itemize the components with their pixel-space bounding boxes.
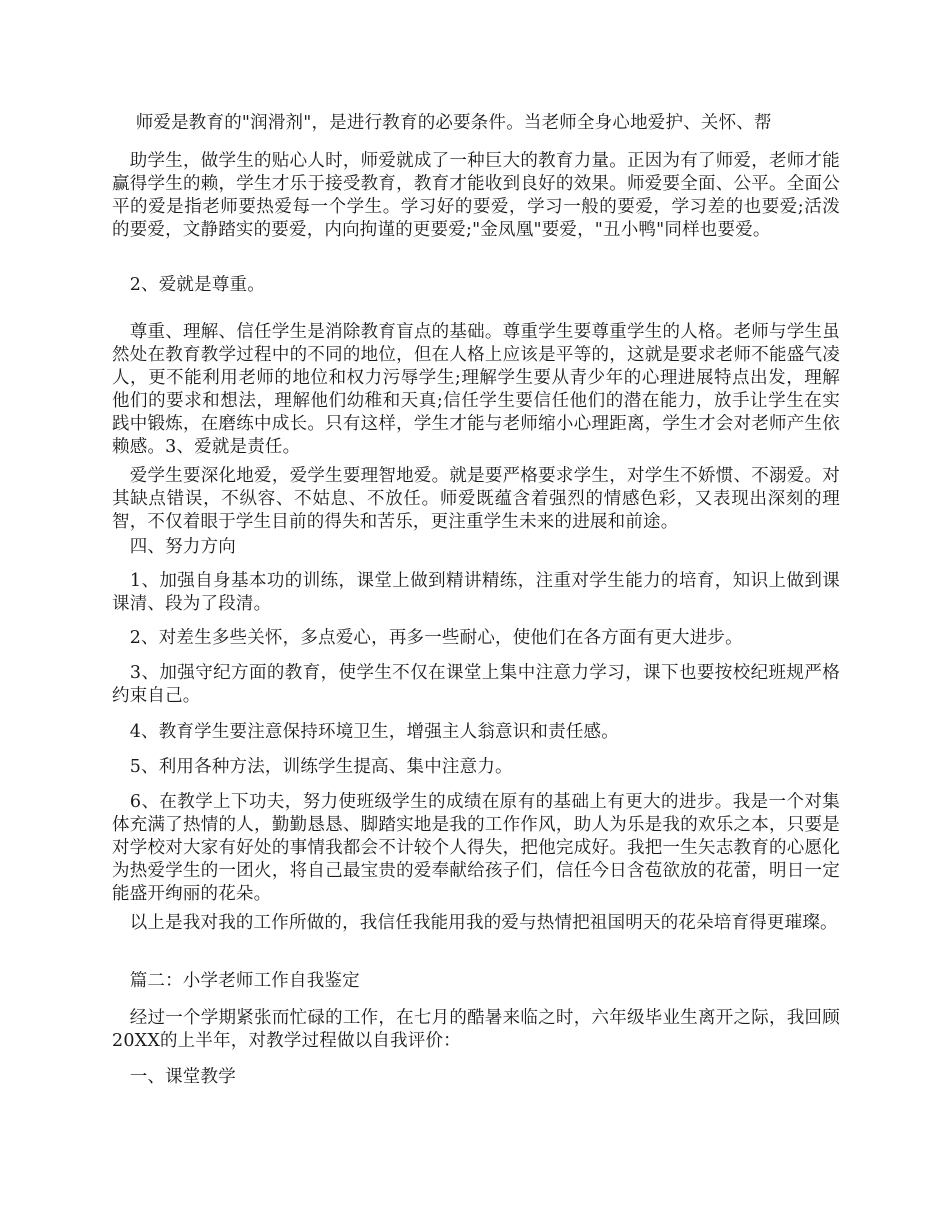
paragraph-9: 4、教育学生要注意保持环境卫生，增强主人翁意识和责任感。: [112, 722, 619, 742]
paragraph-10: 5、利用各种方法，训练学生提高、集中注意力。: [112, 757, 513, 777]
paragraph-7: 2、对差生多些关怀，多点爱心，再多一些耐心，使他们在各方面有更大进步。: [112, 628, 743, 648]
section-heading-4: 四、努力方向: [112, 537, 236, 557]
paragraph-5: 爱学生要深化地爱，爱学生要理智地爱。就是要严格要求学生，对学生不娇惯、不溺爱。对其缺点错误，不纵容、不姑息、不放任。师爱既蕴含着强烈的情感色彩，又表现出深刻的理智，不仅着眼于学生目前的得失和苦乐，更注重学生未来的进展和前途。: [112, 466, 840, 532]
section-heading-part-2: 篇二：小学老师工作自我鉴定: [112, 971, 360, 991]
paragraph-12: 以上是我对我的工作所做的，我信任我能用我的爱与热情把祖国明天的花朵培育得更璀璨。: [112, 913, 838, 933]
paragraph-4: 尊重、理解、信任学生是消除教育盲点的基础。尊重学生要尊重学生的人格。老师与学生虽然处在教育教学过程中的不同的地位，但在人格上应该是平等的，这就是要求老师不能盛气凌人，更不能利用老师的地位和权力污辱学生;理解学生要从青少年的心理进展特点出发，理解他们的要求和想法，理解他们幼稚和天真;信任学生要信任他们的潜在能力，放手让学生在实践中锻炼，在磨练中成长。只有这样，学生才能与老师缩小心理距离，学生才会对老师产生依赖感。3、爱就是责任。: [112, 322, 840, 457]
paragraph-6: 1、加强自身基本功的训练，课堂上做到精讲精练，注重对学生能力的培育，知识上做到课课清、段为了段清。: [112, 571, 840, 614]
section-heading-1: 一、课堂教学: [112, 1067, 236, 1087]
paragraph-1: 师爱是教育的"润滑剂"，是进行教育的必要条件。当老师全身心地爱护、关怀、帮: [118, 113, 772, 133]
paragraph-2: 助学生，做学生的贴心人时，师爱就成了一种巨大的教育力量。正因为有了师爱，老师才能赢得学生的赖，学生才乐于接受教育，教育才能收到良好的效果。师爱要全面、公平。全面公平的爱是指老师要热爱每一个学生。学习好的要爱，学习一般的要爱，学习差的也要爱;活泼的要爱，文静踏实的要爱，内向拘谨的更要爱;"金凤凰"要爱，"丑小鸭"同样也要爱。: [112, 151, 840, 240]
paragraph-8: 3、加强守纪方面的教育，使学生不仅在课堂上集中注意力学习，课下也要按校纪班规严格约束自己。: [112, 663, 840, 706]
paragraph-11: 6、在教学上下功夫，努力使班级学生的成绩在原有的基础上有更大的进步。我是一个对集体充满了热情的人，勤勤恳恳、脚踏实地是我的工作作风，助人为乐是我的欢乐之本，只要是对学校对大家有好处的事情我都会不计较个人得失，把他完成好。我把一生矢志教育的心愿化为热爱学生的一团火，将自己最宝贵的爱奉献给孩子们，信任今日含苞欲放的花蕾，明日一定能盛开绚丽的花朵。: [112, 792, 840, 904]
paragraph-13: 经过一个学期紧张而忙碌的工作，在七月的酷暑来临之时，六年级毕业生离开之际，我回顾20XX的上半年，对教学过程做以自我评价：: [112, 1008, 840, 1051]
paragraph-3: 2、爱就是尊重。: [112, 275, 265, 295]
